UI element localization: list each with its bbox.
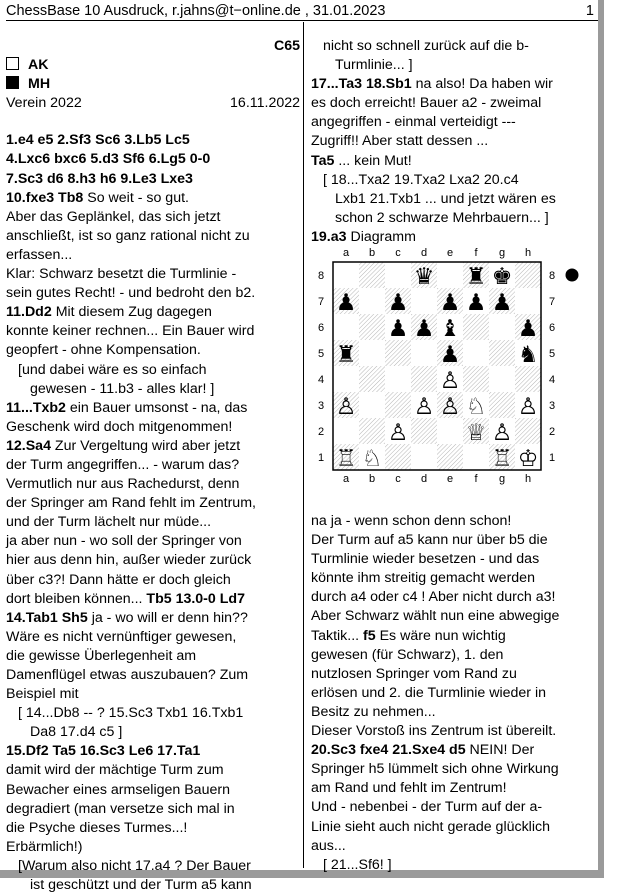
text-line: der Turm angegriffen... - warum das? xyxy=(6,456,240,473)
black-piece-icon: ♟ xyxy=(491,290,513,316)
rank-label-left: 1 xyxy=(317,452,325,464)
text-line: erfassen... xyxy=(6,246,73,263)
white-piece-icon: ♖ xyxy=(491,446,513,472)
file-label-top: g xyxy=(498,247,506,259)
white-piece-icon: ♙ xyxy=(491,420,513,446)
white-piece-icon: ♘ xyxy=(465,394,487,420)
light-square xyxy=(333,366,359,392)
text-line: die Psyche dieses Turmes...! xyxy=(6,819,188,836)
dark-square xyxy=(359,314,385,340)
text-line: aus... xyxy=(311,837,346,854)
text-line: 20.Sc3 fxe4 21.Sxe4 d5 NEIN! Der xyxy=(311,742,535,759)
white-piece-icon: ♔ xyxy=(517,446,539,472)
light-square xyxy=(411,444,437,470)
page-number: 1 xyxy=(585,3,594,19)
variation-line: [ 21...Sf6! ] xyxy=(323,856,392,873)
text-line: Aber das Geplänkel, das sich jetzt xyxy=(6,208,221,225)
black-piece-icon: ♟ xyxy=(439,290,461,316)
light-square xyxy=(411,340,437,366)
header-title: ChessBase 10 Ausdruck, r.jahns@t−online.de , 31.01.2023 xyxy=(6,3,386,19)
file-label-top: h xyxy=(524,247,532,259)
rank-label-right: 7 xyxy=(548,296,556,308)
light-square xyxy=(437,418,463,444)
text-line: 11...Txb2 ein Bauer umsonst - na, das xyxy=(6,399,248,416)
text-line: durch a4 oder c4 ! Aber nicht durch a3! xyxy=(311,589,556,606)
text-line: es doch erreicht! Bauer a2 - zweimal xyxy=(311,95,542,112)
file-label-top: d xyxy=(420,247,428,259)
black-piece-icon: ♞ xyxy=(517,342,539,368)
rank-label-left: 8 xyxy=(317,270,325,282)
text-line: Bewacher eines armseligen Bauern xyxy=(6,781,230,798)
variation-line: ist geschützt und der Turm a5 kann xyxy=(30,877,252,894)
variation-line: nicht so schnell zurück auf die b- xyxy=(323,38,529,54)
dark-square xyxy=(411,418,437,444)
moves-line: 4.Lxc6 bxc6 5.d3 Sf6 6.Lg5 0-0 xyxy=(6,151,211,168)
moves-line: 15.Df2 Ta5 16.Sc3 Le6 17.Ta1 xyxy=(6,743,201,760)
file-label-bottom: c xyxy=(395,473,401,485)
black-piece-icon: ♛ xyxy=(413,264,435,290)
text-line: konnte keiner rechnen... Ein Bauer wird xyxy=(6,323,255,340)
light-square xyxy=(411,288,437,314)
light-square xyxy=(489,366,515,392)
variation-line: [und dabei wäre es so einfach xyxy=(18,361,207,378)
rank-label-right: 5 xyxy=(548,348,556,360)
light-square xyxy=(359,288,385,314)
text-line: Aber Schwarz wählt nun eine abwegige xyxy=(311,608,560,625)
file-label-bottom: d xyxy=(420,473,428,485)
light-square xyxy=(333,262,359,288)
column-divider xyxy=(303,22,304,868)
file-label-top: a xyxy=(342,247,350,259)
event-line xyxy=(6,94,300,113)
text-line: Springer h5 lümmelt sich ohne Wirkung xyxy=(311,761,559,778)
white-square-icon xyxy=(6,57,19,70)
white-piece-icon: ♙ xyxy=(517,394,539,420)
text-line: sein gutes Recht! - und bedroht den b2. xyxy=(6,285,256,302)
white-piece-icon: ♙ xyxy=(439,368,461,394)
text-line: Besitz zu nehmen... xyxy=(311,703,436,720)
text-line: hier aus denn hin, außer wieder zurück xyxy=(6,552,252,569)
text-line: damit wird der mächtige Turm zum xyxy=(6,762,224,779)
light-square xyxy=(359,340,385,366)
text-line: 10.fxe3 Tb8 So weit - so gut. xyxy=(6,189,189,206)
light-square xyxy=(437,262,463,288)
light-square xyxy=(385,366,411,392)
file-label-bottom: b xyxy=(368,473,376,485)
file-label-bottom: a xyxy=(342,473,350,485)
text-line: angegriffen - einmal verteidigt --- xyxy=(311,114,516,131)
white-piece-icon: ♕ xyxy=(465,420,487,446)
text-line: Beispiel mit xyxy=(6,686,79,703)
variation-line: Turmlinie... ] xyxy=(335,57,413,74)
light-square xyxy=(463,340,489,366)
black-piece-icon: ♜ xyxy=(335,342,357,368)
text-line: Klar: Schwarz besetzt die Turmlinie - xyxy=(6,266,237,283)
text-line: geopfert - ohne Kompensation. xyxy=(6,342,201,359)
light-square xyxy=(385,262,411,288)
dark-square xyxy=(437,444,463,470)
black-piece-icon: ♚ xyxy=(491,264,513,290)
event-date: 16.11.2022 xyxy=(230,95,300,112)
text-line: Der Turm auf a5 kann nur über b5 die xyxy=(311,532,548,549)
text-line: Erbärmlich!) xyxy=(6,838,83,855)
rank-label-right: 8 xyxy=(548,270,556,282)
dark-square xyxy=(385,392,411,418)
page-header xyxy=(6,2,598,21)
text-line: Damenflügel etwas auszubauen? Zum xyxy=(6,667,249,683)
black-piece-icon: ♝ xyxy=(439,316,461,342)
moves-line: 1.e4 e5 2.Sf3 Sc6 3.Lb5 Lc5 xyxy=(6,132,190,149)
variation-line: schon 2 schwarze Mehrbauern... ] xyxy=(335,209,549,226)
black-piece-icon: ♟ xyxy=(517,316,539,342)
file-label-bottom: h xyxy=(524,473,532,485)
white-piece-icon: ♖ xyxy=(335,446,357,472)
file-label-bottom: e xyxy=(446,473,454,485)
text-line: anschließt, ist so ganz rational nicht zu xyxy=(6,227,250,244)
rank-label-left: 6 xyxy=(317,322,325,334)
text-line: dort bleiben können... Tb5 13.0-0 Ld7 xyxy=(6,590,245,607)
text-line: Wäre es nicht vernünftiger gewesen, xyxy=(6,628,237,645)
dark-square xyxy=(515,262,541,288)
light-square xyxy=(463,444,489,470)
text-line: Dieser Vorstoß ins Zentrum ist übereilt. xyxy=(311,723,557,740)
variation-line: [ 14...Db8 -- ? 15.Sc3 Txb1 16.Txb1 xyxy=(18,705,244,722)
black-piece-icon: ♟ xyxy=(335,290,357,316)
text-line: Zugriff!! Aber statt dessen ... xyxy=(311,133,489,150)
rank-label-right: 1 xyxy=(548,452,556,464)
variation-line: Da8 17.d4 c5 ] xyxy=(30,724,123,741)
eco-code: C65 xyxy=(273,38,300,54)
black-piece-icon: ♟ xyxy=(387,290,409,316)
dark-square xyxy=(489,340,515,366)
light-square xyxy=(359,392,385,418)
dark-square xyxy=(385,340,411,366)
light-square xyxy=(333,418,359,444)
dark-square xyxy=(359,418,385,444)
black-piece-icon: ♟ xyxy=(387,316,409,342)
white-piece-icon: ♙ xyxy=(387,420,409,446)
rank-label-left: 5 xyxy=(317,348,325,360)
text-line: 19.a3 Diagramm xyxy=(311,228,416,245)
text-line: Ta5 ... kein Mut! xyxy=(311,152,412,169)
variation-line: [Warum also nicht 17.a4 ? Der Bauer xyxy=(18,857,251,874)
text-line: könnte ihm streitig gemacht werden xyxy=(311,570,535,587)
rank-label-left: 3 xyxy=(317,400,325,412)
text-line: na ja - wenn schon denn schon! xyxy=(311,513,512,529)
black-piece-icon: ♟ xyxy=(413,316,435,342)
white-piece-icon: ♙ xyxy=(335,394,357,420)
text-line: Vermutlich nur aus Rachedurst, denn xyxy=(6,476,240,493)
black-piece-icon: ♜ xyxy=(465,264,487,290)
rank-label-left: 7 xyxy=(317,296,325,308)
dark-square xyxy=(515,418,541,444)
dark-square xyxy=(385,444,411,470)
variation-line: [ 18...Txa2 19.Txa2 Lxa2 20.c4 xyxy=(323,171,519,188)
text-line: erlösen und 2. die Turmlinie wieder in xyxy=(311,684,547,701)
dark-square xyxy=(463,314,489,340)
variation-line: Lxb1 21.Txb1 ... und jetzt wären es xyxy=(335,190,556,207)
white-player: AK xyxy=(6,56,300,75)
left-column xyxy=(6,37,300,895)
file-label-bottom: g xyxy=(498,473,506,485)
rank-label-right: 6 xyxy=(548,322,556,334)
dark-square xyxy=(489,392,515,418)
chess-diagram xyxy=(311,245,601,493)
text-line: Turmlinie wieder besetzen - und das xyxy=(311,551,540,568)
rank-label-right: 2 xyxy=(548,426,556,438)
file-label-top: f xyxy=(474,247,478,259)
text-line: Geschenk wird doch mitgenommen! xyxy=(6,418,233,435)
text-line: nutzlosen Springer vom Rand zu xyxy=(311,665,517,682)
dark-square xyxy=(359,366,385,392)
text-line: Linie sieht auch nicht gerade glücklich xyxy=(311,818,550,835)
light-square xyxy=(333,314,359,340)
text-line: gewesen (für Schwarz), 1. den xyxy=(311,646,504,663)
right-column-bottom xyxy=(311,512,599,875)
text-line: 17...Ta3 18.Sb1 na also! Da haben wir xyxy=(311,76,553,93)
text-line: und der Turm lächelt nur müde... xyxy=(6,514,212,531)
text-line: ja aber nun - wo soll der Springer von xyxy=(6,533,242,550)
text-line: über c3?! Dann hätte er doch gleich xyxy=(6,571,231,588)
rank-label-left: 4 xyxy=(317,374,325,386)
side-to-move-indicator xyxy=(566,269,578,281)
black-player: MH xyxy=(6,75,300,94)
black-piece-icon: ♟ xyxy=(439,342,461,368)
file-label-top: b xyxy=(368,247,376,259)
file-label-top: c xyxy=(395,247,401,259)
text-line: Und - nebenbei - der Turm auf der a- xyxy=(311,799,543,816)
text-line: der Springer am Rand fehlt im Zentrum, xyxy=(6,495,256,512)
text-line: am Rand und fehlt im Zentrum! xyxy=(311,780,507,797)
dark-square xyxy=(463,366,489,392)
light-square xyxy=(515,288,541,314)
dark-square xyxy=(515,366,541,392)
text-line: 11.Dd2 Mit diesem Zug dagegen xyxy=(6,304,212,321)
variation-line: gewesen - 11.b3 - alles klar! ] xyxy=(30,380,215,397)
event-name: Verein 2022 xyxy=(6,95,82,112)
rank-label-right: 3 xyxy=(548,400,556,412)
file-label-bottom: f xyxy=(474,473,478,485)
white-piece-icon: ♙ xyxy=(439,394,461,420)
black-square-icon xyxy=(6,76,19,89)
dark-square xyxy=(411,366,437,392)
rank-label-left: 2 xyxy=(317,426,325,438)
right-column-top xyxy=(311,37,599,247)
rank-label-right: 4 xyxy=(548,374,556,386)
white-piece-icon: ♙ xyxy=(413,394,435,420)
file-label-top: e xyxy=(446,247,454,259)
text-line: degradiert (man versetze sich mal in xyxy=(6,800,235,817)
text-line: die gewisse Überlegenheit am xyxy=(6,647,197,664)
text-line: Taktik... f5 Es wäre nun wichtig xyxy=(311,627,506,644)
text-line: 12.Sa4 Zur Vergeltung wird aber jetzt xyxy=(6,437,241,454)
dark-square xyxy=(359,262,385,288)
moves-line: 7.Sc3 d6 8.h3 h6 9.Le3 Lxe3 xyxy=(6,170,193,187)
white-piece-icon: ♘ xyxy=(361,446,383,472)
text-line: 14.Tab1 Sh5 ja - wo will er denn hin?? xyxy=(6,609,248,626)
light-square xyxy=(489,314,515,340)
black-piece-icon: ♟ xyxy=(465,290,487,316)
